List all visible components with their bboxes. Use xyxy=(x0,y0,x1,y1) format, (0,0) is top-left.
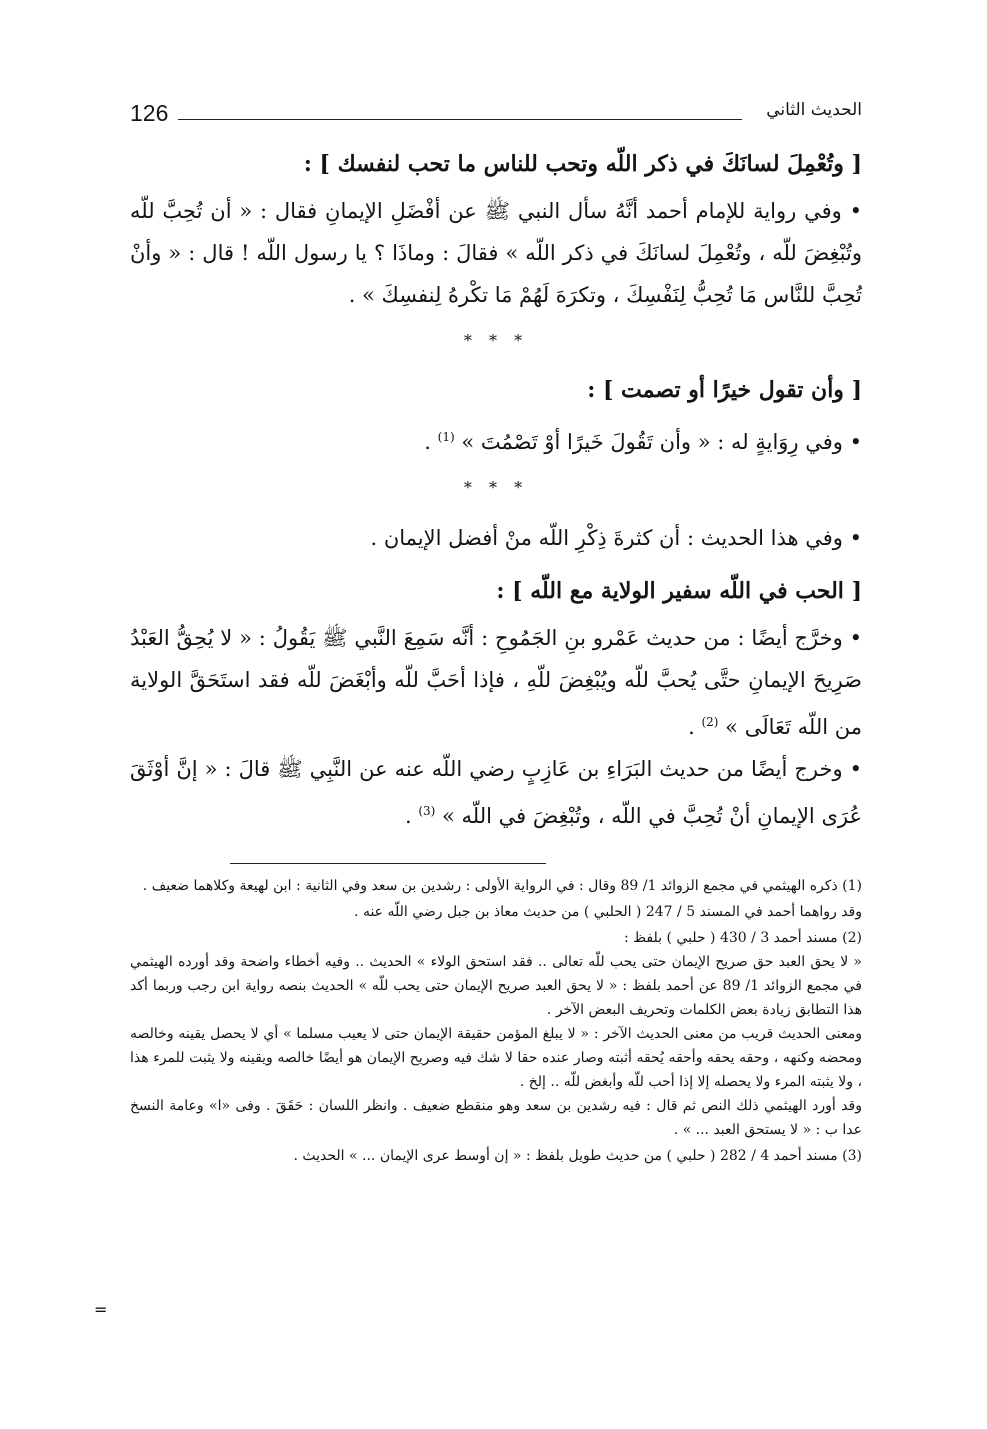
section-heading-love-in-allah: [ الحب في اللّه سفير الولاية مع اللّه ] : xyxy=(496,578,862,604)
section-heading-speak-good: [ وأن تقول خيرًا أو تصمت ] : xyxy=(587,377,862,403)
footnote-1-continued: وقد رواهما أحمد في المسند 5 / 247 ( الحلبي ) من حديث معاذ بن جبل رضي اللّه عنه . xyxy=(354,904,862,920)
running-title: الحديث الثاني xyxy=(766,100,862,120)
sentence-end: . xyxy=(424,430,438,454)
footnote-separator xyxy=(230,863,546,864)
header-rule xyxy=(178,119,742,120)
page-number: 126 xyxy=(130,100,169,126)
paragraph-speak-good xyxy=(130,416,862,463)
continued-mark: = xyxy=(94,1300,108,1319)
footnote-reference[interactable]: (2) xyxy=(701,715,719,729)
paragraph-speak-good-text: • وفي رِوَايةٍ له : « وأن تَقُولَ خَيرًا أوْ تَصْمُتَ » xyxy=(461,430,862,454)
section-divider-stars: * * * xyxy=(463,331,529,350)
paragraph-bara-hadith-text: • وخرج أيضًا من حديث البَرَاءِ بن عَازِبٍ رضي اللّه عنه عن النَّبِي ﷺ قالَ : « إنَّ أوْثَقَ عُرَى الإيمانِ أنْ تُحِبَّ في اللّه ، وتُبْغِضَ في اللّه » xyxy=(130,757,862,828)
book-page xyxy=(130,96,862,1168)
running-header xyxy=(130,96,862,132)
paragraph-amr-hadith-text: • وخرَّج أيضًا : من حديث عَمْرو بنِ الجَمُوحِ : أنَّه سَمِعَ النَّبي ﷺ يَقُولُ : « لا يُحِقُّ العَبْدُ صَرِيحَ الإيمانِ حتَّى يُحبَّ للّه ويُبْغِضَ للّهِ ، فإذا أحَبَّ للّه وأبْغَضَ للّه فقد استَحَقَّ الولاية من اللّه تَعَالَى » xyxy=(130,626,862,739)
footnote-1: (1) ذكره الهيثمي في مجمع الزوائد 1/ 89 وقال : في الرواية الأولى : رشدين بن سعد وفي الثانية : ابن لهيعة وكلاهما ضعيف . xyxy=(142,878,862,894)
section-heading-tongue: [ وتُعْمِلَ لسانَكَ في ذكر اللّه وتحب للناس ما تحب لنفسك ] : xyxy=(303,151,862,177)
footnote-reference[interactable]: (3) xyxy=(418,804,436,818)
footnote-2: (2) مسند أحمد 3 / 430 ( حلبي ) بلفظ : xyxy=(623,930,862,946)
sentence-end: . xyxy=(404,804,419,828)
paragraph-remembrance: • وفي هذا الحديث : أن كثرةَ ذِكْرِ اللّه منْ أفضل الإيمان . xyxy=(370,526,862,550)
section-divider-stars: * * * xyxy=(463,478,529,497)
sentence-end: . xyxy=(688,715,702,739)
footnote-3: (3) مسند أحمد 4 / 282 ( حلبي ) من حديث طويل بلفظ : « إن أوسط عرى الإيمان ... » الحديث . xyxy=(293,1148,862,1164)
paragraph-bara-hadith xyxy=(130,748,862,837)
paragraph-ahmad-narration: • وفي رواية للإمام أحمد أنَّهُ سأل النبي ﷺ عن أفْضَلِ الإيمانِ فقال : « أن تُحِبَّ للّه وتُبْغِضَ للّه ، وتُعْمِلَ لسانَكَ في ذكر اللّه » فقالَ : وماذَا ؟ يا رسول اللّه ! قال : « وأنْ تُحِبَّ للنَّاس مَا تُحِبُّ لِنَفْسِكَ ، وتكرَهَ لَهُمْ مَا تكْرهُ لِنفسِكَ » . xyxy=(130,199,862,307)
paragraph-amr-hadith xyxy=(130,617,862,748)
footnote-2-source: وقد أورد الهيثمي ذلك النص ثم قال : فيه رشدين بن سعد وهو منقطع ضعيف . وانظر اللسان : حَقَقَ . وفى «ا» وعامة النسخ عدا ب : « لا يستحق العبد ... » . xyxy=(130,1098,862,1138)
footnote-2-meaning: ومعنى الحديث قريب من معنى الحديث الآخر : « لا يبلغ المؤمن حقيقة الإيمان حتى لا يعيب مسلما » أي لا يحصل يقينه وخالصه ومحضه وكنهه ، وحقه يحقه وأحقه يُحقه أثبته وصار عنده حقا لا شك فيه وصريح الإيمان هو أيضًا خالصه ويقينه ولا يثبت للمرء هذا ، ولا يثبته المرء ولا يحصله إلا إذا أحب للّه وأبغض للّه .. إلخ . xyxy=(130,1026,862,1090)
footnote-reference[interactable]: (1) xyxy=(437,430,455,444)
footnote-2-body: « لا يحق العبد حق صريح الإيمان حتى يحب للّه تعالى .. فقد استحق الولاء » الحديث .. وفيه أخطاء واضحة وقد أورده الهيثمي في مجمع الزوائد 1/ 89 عن أحمد بلفظ : « لا يحق العبد صريح الإيمان حتى يحب للّه » الحديث بنصه رواية ابن رجب وربما أكد هذا التطابق زيادة بعض الكلمات وتحريف البعض الآخر . xyxy=(130,954,863,1018)
footnotes xyxy=(130,874,862,1168)
